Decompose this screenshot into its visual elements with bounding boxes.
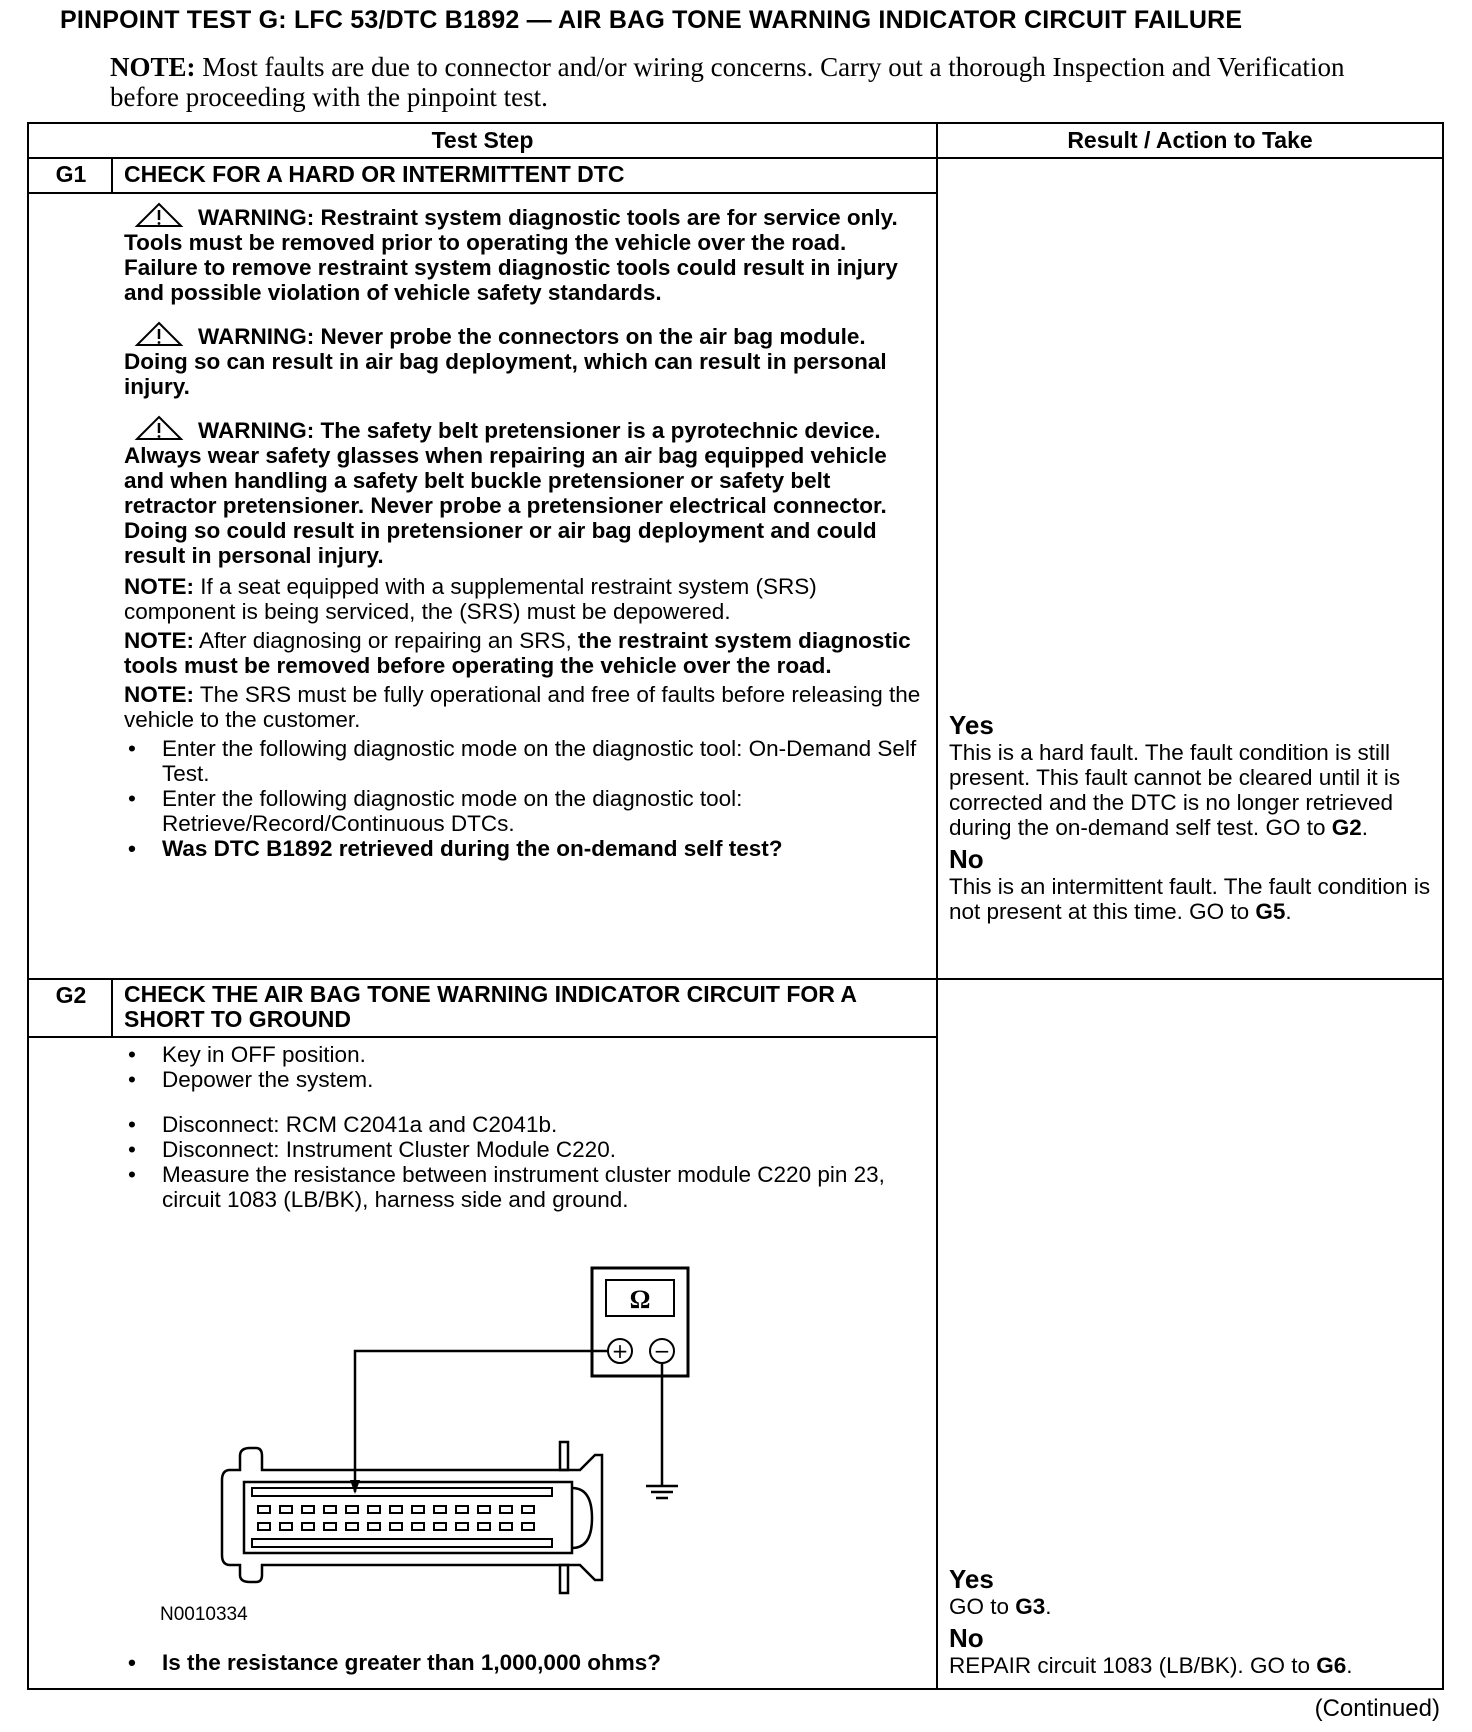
g1-warning-1 — [124, 202, 924, 305]
g1-step-body — [124, 202, 924, 861]
g2-yes-label: Yes — [949, 1564, 994, 1594]
g1-warning-1-text: WARNING: Restraint system diagnostic tools are for service only. Tools must be removed prior to operating the vehicle over the road. Failure to remove restraint system diagnostic tools could result in injury and possible violation of vehicle safety standards. — [124, 205, 898, 305]
g2-bullet-5: • Measure the resistance between instrument cluster module C220 pin 23, circuit 1083 (LB/BK), harness side and ground. — [124, 1162, 924, 1212]
g2-bullet-1: • Key in OFF position. — [124, 1042, 924, 1067]
g1-title-divider — [29, 192, 938, 194]
note-label: NOTE: — [124, 574, 194, 599]
g1-no-text: This is an intermittent fault. The fault condition is not present at this time. GO to G5. — [949, 874, 1431, 924]
column-header-result: Result / Action to Take — [1067, 127, 1313, 153]
g2-no-label: No — [949, 1623, 984, 1653]
minus-terminal-label: − — [653, 1339, 671, 1363]
intro-note-text: Most faults are due to connector and/or wiring concerns. Carry out a thorough Inspection and Verification before proceeding with the pinpoint test. — [110, 52, 1345, 112]
g2-yes-goto: G3 — [1015, 1594, 1046, 1619]
intro-note-label: NOTE: — [110, 52, 196, 82]
g1-yes-goto: G2 — [1331, 815, 1362, 840]
g2-bullet-3: • Disconnect: RCM C2041a and C2041b. — [124, 1112, 924, 1137]
g1-step-title: CHECK FOR A HARD OR INTERMITTENT DTC — [124, 161, 625, 187]
g1-note-2 — [124, 628, 924, 678]
plus-terminal-label: + — [611, 1339, 629, 1363]
g1-no-label: No — [949, 844, 984, 874]
g2-step-title: CHECK THE AIR BAG TONE WARNING INDICATOR CIRCUIT FOR A SHORT TO GROUND — [124, 981, 857, 1032]
g1-note-3-text: The SRS must be fully operational and free of faults before releasing the vehicle to the customer. — [124, 682, 921, 732]
g1-warning-3-text: WARNING: The safety belt pretensioner is a pyrotechnic device. Always wear safety glasses when repairing an air bag equipped vehicle and when handling a safety belt buckle pretensioner or safety belt retractor pretensioner. Never probe a pretensioner electrical connector. Doing so could result in pretensioner or air bag deployment and could result in personal injury. — [124, 418, 887, 568]
header-divider — [29, 157, 1442, 159]
figure-id: N0010334 — [160, 1604, 248, 1625]
g2-question-wrap — [124, 1650, 924, 1675]
g2-bullet-list — [124, 1042, 924, 1212]
g1-note-1 — [124, 574, 924, 624]
g1-bullet-2: • Enter the following diagnostic mode on the diagnostic tool: Retrieve/Record/Continuous DTCs. — [124, 786, 924, 836]
g1-result — [949, 710, 1434, 924]
g1-note-2-bold: the restraint system diagnostic tools must be removed before operating the vehicle over the road. — [124, 628, 911, 678]
continued-label: (Continued) — [1314, 1695, 1440, 1722]
g1-yes-label: Yes — [949, 710, 994, 740]
warning-icon — [134, 321, 184, 347]
g1-warning-3 — [124, 415, 924, 568]
ohmmeter-connector-diagram — [200, 1260, 720, 1600]
g1-warning-2 — [124, 321, 924, 399]
g1-bullet-list — [124, 736, 924, 861]
warning-icon — [134, 415, 184, 441]
g2-no-goto: G6 — [1316, 1653, 1347, 1678]
note-label: NOTE: — [124, 628, 194, 653]
g1-note-2-text: After diagnosing or repairing an SRS, — [194, 628, 578, 653]
g1-yes-desc: This is a hard fault. The fault condition is still present. This fault cannot be cleared until it is corrected and the DTC is no longer retrieved during the on-demand self test. GO to — [949, 740, 1401, 840]
g2-bullet-4: • Disconnect: Instrument Cluster Module C220. — [124, 1137, 924, 1162]
ohm-symbol: Ω — [629, 1285, 651, 1314]
connector-pins — [252, 1488, 552, 1547]
connector-c220-icon — [222, 1442, 602, 1593]
g1-warning-2-text: WARNING: Never probe the connectors on the air bag module. Doing so can result in air bag deployment, which can result in personal injury. — [124, 324, 887, 399]
intro-note — [110, 52, 1410, 112]
g2-yes-desc: GO to — [949, 1594, 1016, 1619]
g1-g2-divider — [29, 978, 1442, 980]
g1-no-desc: This is an intermittent fault. The fault condition is not present at this time. GO to — [949, 874, 1431, 924]
column-divider — [936, 124, 938, 1688]
g1-note-1-text: If a seat equipped with a supplemental restraint system (SRS) component is being serviced, the (SRS) must be depowered. — [124, 574, 817, 624]
g2-step-body — [124, 1042, 924, 1212]
g1-no-goto: G5 — [1255, 899, 1286, 924]
ground-icon — [646, 1486, 678, 1498]
g1-note-3 — [124, 682, 924, 732]
column-header-test-step: Test Step — [431, 127, 534, 153]
g2-bullet-2: • Depower the system. — [124, 1067, 924, 1092]
note-label: NOTE: — [124, 682, 194, 707]
g2-no-text: REPAIR circuit 1083 (LB/BK). GO to G6. — [949, 1653, 1353, 1678]
g1-bullet-1: • Enter the following diagnostic mode on the diagnostic tool: On-Demand Self Test. — [124, 736, 924, 786]
g2-question: • Is the resistance greater than 1,000,000 ohms? — [124, 1650, 924, 1675]
g2-title-divider — [29, 1036, 938, 1038]
g2-step-id: G2 — [55, 982, 87, 1008]
g1-question: • Was DTC B1892 retrieved during the on-demand self test? — [124, 836, 924, 861]
page-title: PINPOINT TEST G: LFC 53/DTC B1892 — AIR BAG TONE WARNING INDICATOR CIRCUIT FAILURE — [60, 6, 1243, 34]
g2-yes-text: GO to G3. — [949, 1594, 1052, 1619]
g2-no-desc: REPAIR circuit 1083 (LB/BK). GO to — [949, 1653, 1317, 1678]
g1-step-id: G1 — [55, 161, 87, 187]
warning-icon — [134, 202, 184, 228]
g2-result — [949, 1564, 1434, 1678]
g1-yes-text: This is a hard fault. The fault condition is still present. This fault cannot be cleared until it is corrected and the DTC is no longer retrieved during the on-demand self test. GO to G2. — [949, 740, 1401, 840]
